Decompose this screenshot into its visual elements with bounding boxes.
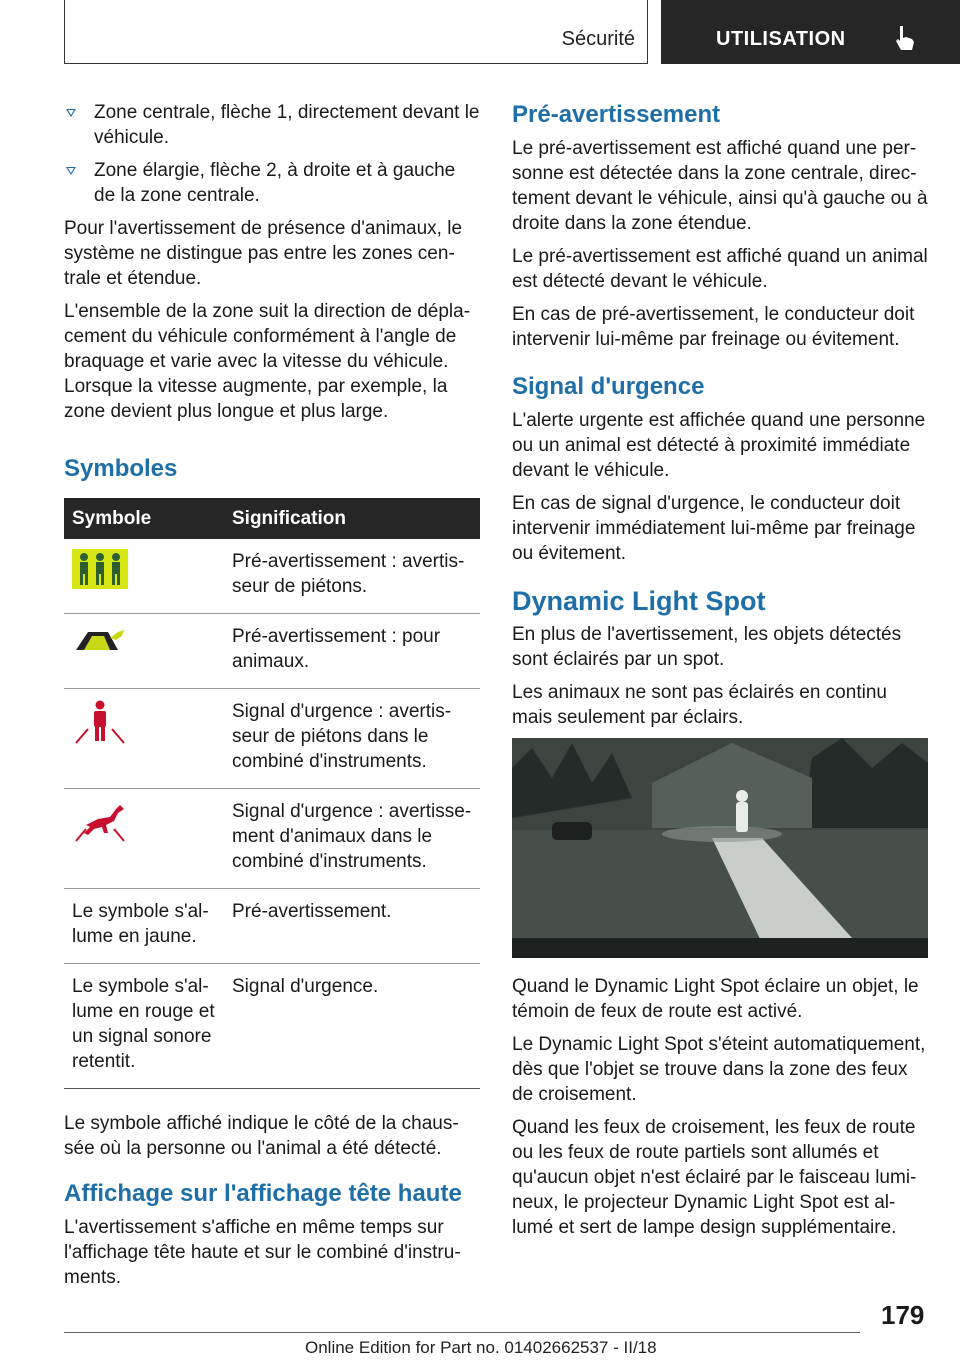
table-row	[64, 689, 480, 789]
urgent-signal-heading: Signal d'urgence	[512, 373, 705, 400]
paragraph: En plus de l'avertissement, les objets détectés sont éclairés par un spot.	[512, 624, 902, 670]
table-cell: Signal d'urgence : avertissement d'animaux dans le combiné d'instruments.	[224, 789, 480, 889]
list-item: Zone élargie, flèche 2, à droite et à gauche de la zone centrale.	[64, 158, 480, 208]
night-road-photo	[512, 738, 928, 958]
table-row	[64, 889, 480, 964]
table-header-row	[64, 498, 480, 539]
paragraph: En cas de pré-avertissement, le conducteur doit intervenir lui-même par freinage ou évitement.	[512, 304, 915, 350]
table-cell: Signal d'urgence.	[224, 964, 480, 1089]
table-cell: Pré-avertissement.	[224, 889, 480, 964]
paragraph: Le Dynamic Light Spot s'éteint automatiquement, dès que l'objet se trouve dans la zone des feux de croisement.	[512, 1034, 926, 1105]
hud-heading: Affichage sur l'affichage tête haute	[64, 1180, 462, 1207]
page-number: 179	[881, 1300, 925, 1330]
table-cell: Signal d'urgence : avertisseur de piétons dans le combiné d'instruments.	[224, 689, 480, 789]
paragraph: Le symbole affiché indique le côté de la chaussée où la personne ou l'animal a été détecté.	[64, 1113, 459, 1159]
symbols-heading: Symboles	[64, 455, 178, 482]
table-row	[64, 964, 480, 1089]
paragraph: En cas de signal d'urgence, le conducteur doit intervenir immédiatement lui-même par freinage ou évitement.	[512, 493, 916, 564]
paragraph: Quand les feux de croisement, les feux de route ou les feux de route partiels sont allumés et qu'aucun objet n'est éclairé par le faisceau lumineux, le projecteur Dynamic Light Spot est allumé et sert de lampe design supplémentaire.	[512, 1117, 917, 1238]
table-cell: Pré-avertissement : pour animaux.	[224, 614, 480, 689]
pre-warning-heading: Pré-avertissement	[512, 101, 721, 128]
table-row	[64, 614, 480, 689]
footer-edition: Online Edition for Part no. 01402662537 - II/18	[305, 1338, 657, 1357]
animal-warning-icon	[72, 624, 128, 654]
table-row	[64, 789, 480, 889]
paragraph: L'avertissement s'affiche en même temps sur l'affichage tête haute et sur le combiné d'instruments.	[64, 1217, 461, 1288]
paragraph: Quand le Dynamic Light Spot éclaire un objet, le témoin de feux de route est activé.	[512, 976, 919, 1022]
list-item: Zone centrale, flèche 1, directement devant le véhicule.	[64, 100, 480, 150]
table-row	[64, 539, 480, 614]
section-title: Sécurité	[561, 28, 635, 50]
paragraph: L'ensemble de la zone suit la direction de déplacement du véhicule conformément à l'angle de braquage et varie avec la vitesse du véhicule. Lorsque la vitesse augmente, par exemple, la zone devient plus longue et plus large.	[64, 301, 471, 422]
header-section-box	[64, 0, 648, 64]
hand-pointer-icon	[894, 24, 916, 52]
right-column	[512, 100, 928, 1248]
table-cell: Pré-avertissement : avertisseur de piétons.	[224, 539, 480, 614]
pedestrian-urgent-icon	[72, 699, 128, 745]
left-column	[64, 100, 480, 1298]
paragraph: Le pré-avertissement est affiché quand une personne est détectée dans la zone centrale, directement devant le véhicule, ainsi qu'à gauche ou à droite dans la zone étendue.	[512, 138, 928, 234]
paragraph: Le pré-avertissement est affiché quand un animal est détecté devant le véhicule.	[512, 246, 928, 292]
table-cell: Le symbole s'allume en jaune.	[64, 889, 224, 964]
deer-urgent-icon	[72, 799, 128, 843]
dynamic-light-spot-heading: Dynamic Light Spot	[512, 586, 766, 616]
footer-divider	[64, 1332, 860, 1333]
table-cell: Le symbole s'allume en rouge et un signal sonore retentit.	[64, 964, 224, 1089]
symbols-table	[64, 498, 480, 1089]
triangle-bullet-icon	[66, 109, 76, 117]
pedestrians-warning-icon	[72, 549, 128, 589]
chapter-title: UTILISATION	[716, 28, 846, 50]
column-header: Signification	[224, 498, 480, 539]
paragraph: Pour l'avertissement de présence d'animaux, le système ne distingue pas entre les zones centrale et étendue.	[64, 218, 463, 289]
triangle-bullet-icon	[66, 167, 76, 175]
paragraph: Les animaux ne sont pas éclairés en continu mais seulement par éclairs.	[512, 682, 887, 728]
paragraph: L'alerte urgente est affichée quand une personne ou un animal est détecté à proximité immédiate devant le véhicule.	[512, 410, 926, 481]
column-header: Symbole	[64, 498, 224, 539]
header-chapter-box	[661, 0, 960, 64]
